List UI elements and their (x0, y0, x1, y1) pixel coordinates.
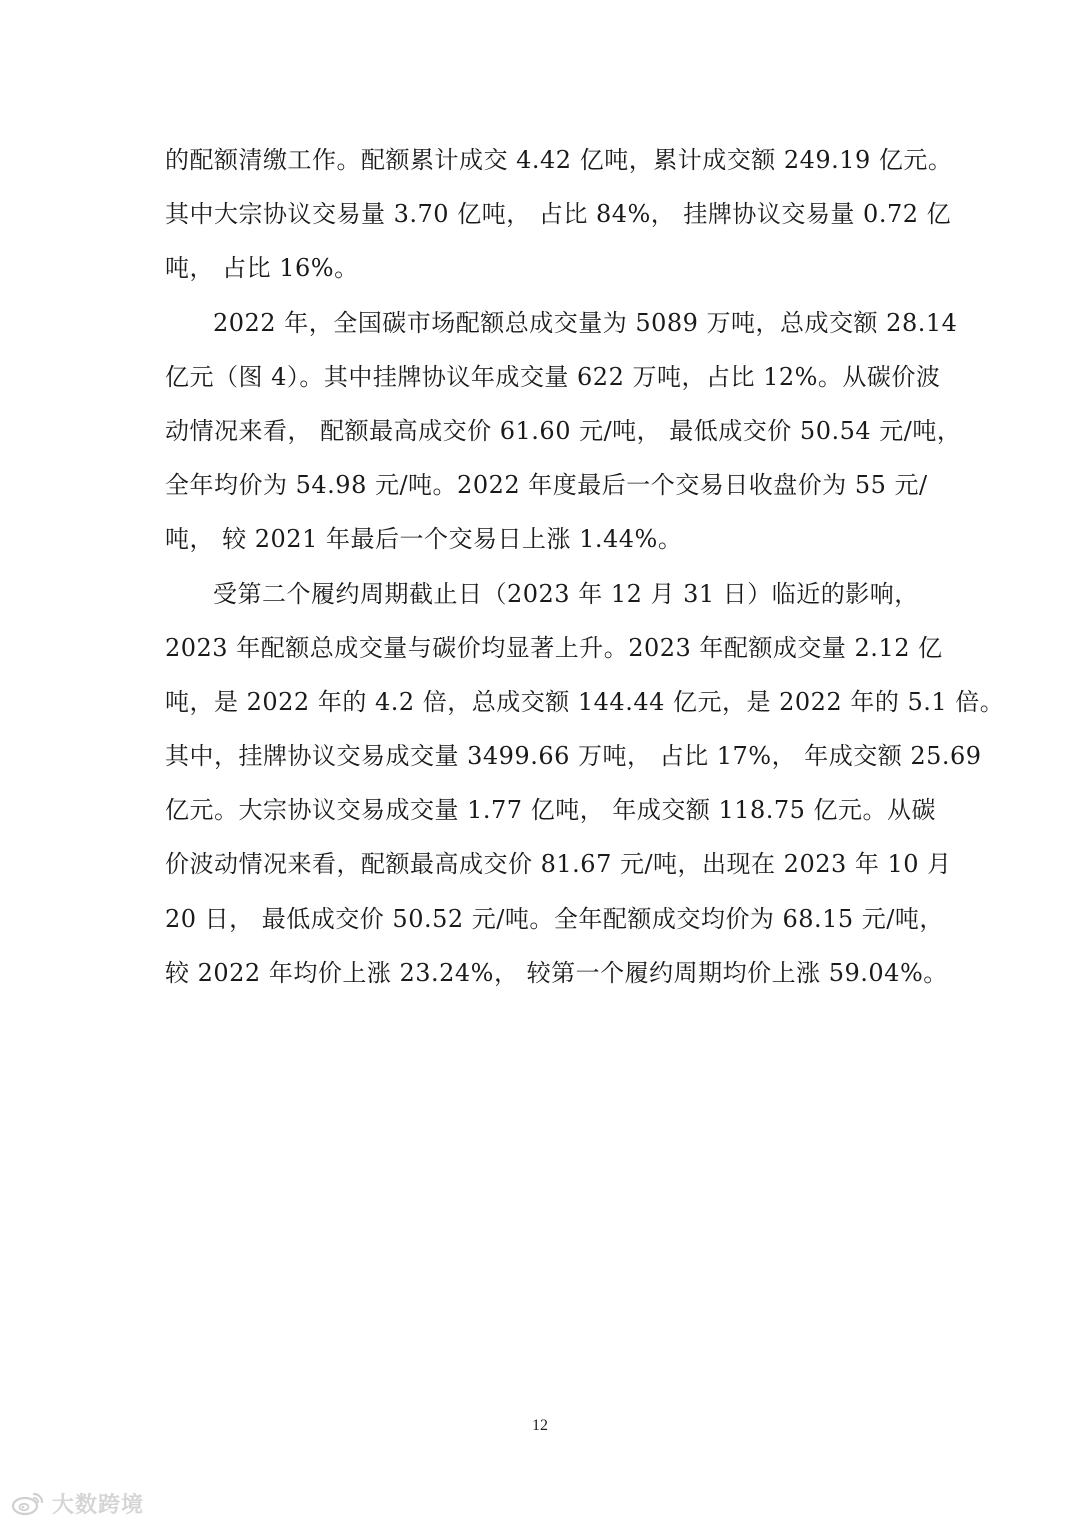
text-line: 吨， 较 2021 年最后一个交易日上涨 1.44%。 (165, 525, 683, 554)
text-line: 受第二个履约周期截止日（2023 年 12 月 31 日）临近的影响， (213, 579, 919, 608)
page-number: 12 (532, 1417, 548, 1434)
text-line: 全年均价为 54.98 元/吨。2022 年度最后一个交易日收盘价为 55 元/ (165, 471, 928, 500)
weibo-logo-icon (10, 1490, 46, 1516)
text-line: 亿元（图 4）。其中挂牌协议年成交量 622 万吨，占比 12%。从碳价波 (165, 362, 941, 391)
text-line: 20 日， 最低成交价 50.52 元/吨。全年配额成交均价为 68.15 元/吨， (165, 904, 944, 933)
text-line: 价波动情况来看，配额最高成交价 81.67 元/吨，出现在 2023 年 10 月 (165, 850, 952, 879)
text-line: 其中大宗协议交易量 3.70 亿吨， 占比 84%， 挂牌协议交易量 0.72 亿 (165, 200, 952, 229)
text-line: 的配额清缴工作。配额累计成交 4.42 亿吨，累计成交额 249.19 亿元。 (165, 146, 953, 174)
body-text (165, 133, 1005, 1000)
text-line: 动情况来看， 配额最高成交价 61.60 元/吨， 最低成交价 50.54 元/吨， (165, 416, 962, 445)
watermark-text: 大数跨境 (52, 1492, 145, 1518)
text-line: 亿元。大宗协议交易成交量 1.77 亿吨， 年成交额 118.75 亿元。从碳 (165, 796, 937, 825)
text-line: 较 2022 年均价上涨 23.24%， 较第一个履约周期均价上涨 59.04%。 (165, 958, 948, 987)
text-line: 2023 年配额总成交量与碳价均显著上升。2023 年配额成交量 2.12 亿 (165, 633, 943, 662)
text-line: 吨， 占比 16%。 (165, 254, 359, 283)
watermark (10, 1488, 144, 1518)
text-line: 吨，是 2022 年的 4.2 倍，总成交额 144.44 亿元，是 2022 年的 5.1 倍。 (165, 687, 1005, 716)
text-line: 其中，挂牌协议交易成交量 3499.66 万吨， 占比 17%， 年成交额 25.69 (165, 742, 982, 771)
text-line: 2022 年，全国碳市场配额总成交量为 5089 万吨，总成交额 28.14 (213, 308, 958, 337)
